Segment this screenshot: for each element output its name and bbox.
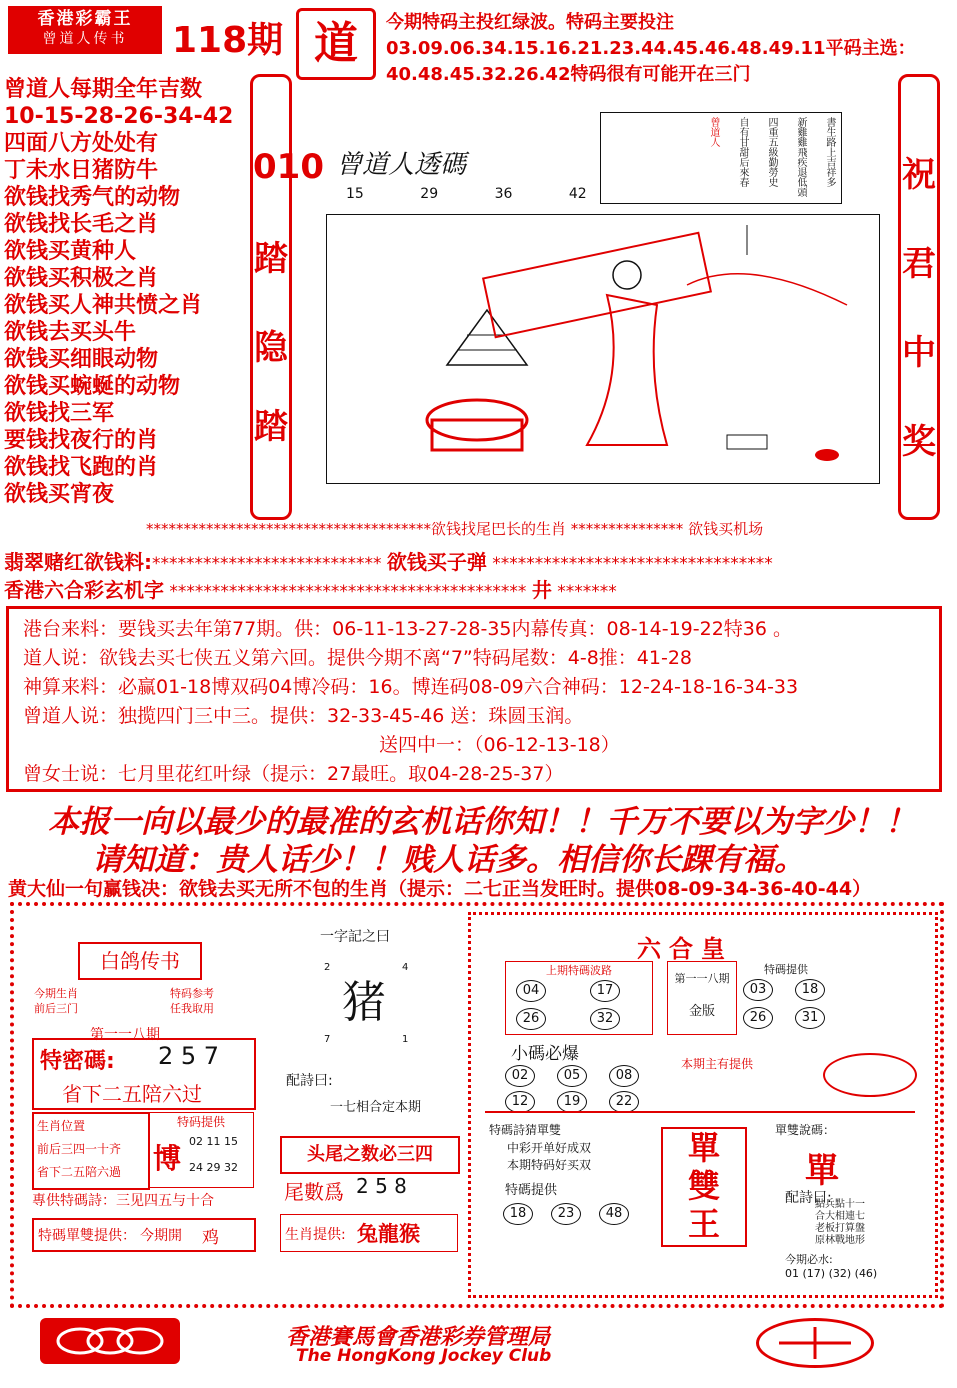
bo-char: 博 — [153, 1142, 182, 1175]
left-line: 要钱找夜行的肖 — [4, 428, 159, 453]
secret-box — [32, 1038, 256, 1110]
panel-mid — [280, 920, 460, 1280]
info-line: 送四中一：（06-12-13-18） — [379, 734, 620, 756]
tm-label-right: 特碼提供 — [764, 963, 808, 976]
dan-value-2: 鸡 — [202, 1228, 219, 1248]
poem-col: 四重五級勤勞史 — [766, 117, 777, 187]
stars-deco: ************************************** — [146, 520, 431, 538]
dan-box — [32, 1218, 256, 1252]
zodiac-value: 兔龍猴 — [357, 1222, 420, 1246]
left-line: 欲钱买蜿蜒的动物 — [4, 374, 181, 399]
tm-box-right — [741, 961, 831, 1033]
tm-nums-2: 24 29 32 — [189, 1161, 238, 1174]
info-line: 曾女士说：七月里花红叶绿（提示：27最旺。取04-28-25-37） — [23, 763, 564, 785]
mid-poem-label: 配詩曰: — [286, 1073, 333, 1089]
scroll-number: 42 — [568, 186, 587, 202]
slogan-line-2: 请知道：贵人话少！！贱人话多。相信你长踝有福。 — [92, 842, 805, 878]
scroll-left-char: 隐 — [254, 328, 288, 368]
scroll-number: 15 — [346, 186, 364, 202]
left-line: 四面八方处处有 — [4, 131, 159, 156]
left-line: 欲钱买宵夜 — [4, 482, 115, 507]
info-line: 神算来料：必赢01-18博双码04博冷码：16。博连码08-09六合神码：12-24-18-16-34-33 — [23, 676, 799, 698]
ball: 22 — [609, 1091, 639, 1113]
scroll-numbers — [346, 186, 587, 202]
head-tail-box — [280, 1136, 460, 1174]
king-box — [661, 1127, 747, 1247]
ball: 18 — [795, 979, 825, 1001]
header-tip: 今期特码主投红绿波。特码主要投注03.09.06.34.15.16.21.23.44.45.46.48.49.11平码主选：40.48.45.32.26.42特码很有可能开在三门 — [386, 12, 916, 85]
scroll-left-char: 踏 — [254, 407, 288, 447]
panel-left-sub-left: 今期生肖 前后三门 — [34, 987, 78, 1015]
pos-text: 前后三四一十齐 — [37, 1142, 122, 1156]
poem-col: 自有甘甜后來春 — [737, 117, 748, 187]
dan-value: 今期開 — [140, 1228, 182, 1244]
panel-left — [30, 920, 270, 1280]
dansuang-label: 單雙說碼： — [775, 1123, 836, 1137]
left-line: 欲钱买细眼动物 — [4, 347, 159, 372]
footer-org-en: The HongKong Jockey Club — [296, 1346, 552, 1366]
ball: 17 — [590, 980, 620, 1002]
poem-box — [600, 112, 842, 204]
left-line: 曾道人每期全年吉数 — [4, 77, 203, 102]
left-line: 欲钱买积极之肖 — [4, 266, 159, 291]
ball: 32 — [590, 1008, 620, 1030]
today-label: 今期必水: — [785, 1253, 833, 1266]
mid-poem: 一七相合定本期 — [330, 1100, 422, 1115]
tail-label: 尾數爲 — [284, 1180, 344, 1204]
clue-bullet: 欲钱买子弹 — [386, 550, 487, 574]
mid-big-char: 猪 — [342, 977, 386, 1028]
star-line-2 — [4, 546, 944, 575]
info-line: 曾道人说：独揽四门三中三。提供：32-33-45-46 送：珠圆玉润。 — [23, 705, 584, 727]
mid-title: 一字記之曰 — [320, 929, 390, 945]
stars-deco: *************************** — [152, 554, 387, 574]
stars-deco: ******* — [551, 582, 617, 602]
scroll-right-char: 祝 — [902, 155, 936, 195]
clue-tail: 欲钱找尾巴长的生肖 — [431, 520, 567, 538]
tm2-balls — [503, 1203, 629, 1225]
scroll-left-char: 踏 — [254, 239, 288, 279]
scroll-number: 29 — [420, 186, 439, 202]
huang-line: 黄大仙一句赢钱决：欲钱去买无所不包的生肖（提示：二七正当发旺时。提供08-09-34-36-40-44） — [8, 878, 872, 900]
scroll-right-char: 奖 — [902, 422, 936, 462]
stamp-char: 道 — [314, 18, 358, 69]
ball: 02 — [505, 1065, 535, 1087]
brand-logo — [8, 6, 162, 54]
tail-nums: 2 5 8 — [356, 1174, 407, 1198]
right-brand: 六合皇 — [637, 934, 733, 963]
stars-deco: ****************************************** — [164, 582, 532, 602]
stars-deco: *************** — [566, 520, 689, 538]
left-line: 丁未水日猪防牛 — [4, 158, 159, 183]
position-box — [32, 1112, 150, 1190]
mid-n1: 1 — [402, 1034, 409, 1045]
ball: 48 — [599, 1203, 629, 1225]
king-char: 雙 — [687, 1167, 720, 1205]
scroll-illustration — [326, 214, 880, 484]
info-line: 道人说：欲钱去买七侠五义第六回。提供今期不离“7”特码尾数：4-8推：41-28 — [23, 647, 693, 669]
info-line: 港台来料：要钱买去年第77期。供：06-11-13-27-28-35内幕传真：08-14-19-22特36 。 — [23, 618, 793, 640]
issue-number: 118期 — [172, 20, 284, 61]
star-line-3 — [4, 574, 944, 603]
stars-deco: ********************************* — [486, 554, 773, 574]
feicui-label: 翡翠赌红欲钱料: — [4, 550, 152, 574]
issue-label: 第一一八期 — [674, 972, 730, 985]
left-line: 欲钱找秀气的动物 — [4, 185, 181, 210]
tm-nums-1: 02 11 15 — [189, 1135, 238, 1148]
panel-left-title: 白鸽传书 — [100, 949, 180, 973]
ball: 03 — [743, 979, 773, 1001]
sage-figure-image — [327, 215, 879, 483]
left-line: 欲钱买黄种人 — [4, 239, 137, 264]
peishi-label: 配詩曰: — [785, 1190, 832, 1206]
poem-col: 書生路上吉祥多 — [824, 117, 835, 187]
scroll-right-char: 中 — [902, 333, 936, 373]
scroll-left-char: 010 — [253, 147, 324, 187]
tm-box — [148, 1112, 254, 1188]
tm2-label: 特碼提供 — [505, 1183, 558, 1198]
ball: 12 — [505, 1091, 535, 1113]
footer-left-logo — [40, 1318, 180, 1364]
slogan-line-1: 本报一向以最少的最准的玄机话你知！！千万不要以为字少！！ — [48, 804, 916, 840]
left-line: 欲钱买人神共愤之肖 — [4, 293, 203, 318]
footer-org: 香港賽馬會香港彩券管理局 — [286, 1324, 551, 1350]
footer-seal — [756, 1318, 874, 1368]
left-line: 欲钱找长毛之肖 — [4, 212, 159, 237]
scroll-right-char: 君 — [902, 244, 936, 284]
issue-box — [667, 961, 737, 1035]
ball: 26 — [743, 1007, 773, 1029]
mid-n2: 2 — [324, 962, 331, 973]
scroll-number: 36 — [494, 186, 513, 202]
secret-sub: 省下二五陪六过 — [62, 1082, 202, 1106]
brand-logo-top: 香港彩霸王 — [37, 9, 133, 29]
panel-right — [468, 912, 938, 1298]
poem-col: 曾道人 — [708, 117, 719, 147]
ball: 05 — [557, 1065, 587, 1087]
poem-col: 新雞雞飛疾退低頭 — [795, 117, 806, 197]
wave-balls — [516, 980, 646, 1030]
dansuang-big: 單 — [805, 1151, 839, 1191]
stamp-seal — [296, 8, 376, 80]
tm-label: 特码提供 — [176, 1115, 225, 1129]
panel-left-title-box — [78, 942, 202, 980]
left-line: 欲钱找飞跑的肖 — [4, 455, 159, 480]
ball: 31 — [795, 1007, 825, 1029]
ball: 18 — [503, 1203, 533, 1225]
secret-label: 特密碼: — [40, 1049, 115, 1074]
left-line: 欲钱去买头牛 — [4, 320, 137, 345]
info-box — [6, 606, 942, 792]
left-line: 欲钱找三军 — [4, 401, 115, 426]
ball: 26 — [516, 1008, 546, 1030]
mid-n4: 4 — [402, 962, 409, 973]
king-char: 單 — [687, 1129, 720, 1167]
club-knot-icon — [40, 1318, 180, 1364]
zodiac-label: 生肖提供: — [285, 1227, 346, 1243]
wave-label: 上期特碼波路 — [546, 964, 612, 977]
clue-well: 井 — [531, 578, 552, 602]
poem-text: 中彩开单好成双 本期特码好买双 — [507, 1141, 592, 1172]
ball: 23 — [551, 1203, 581, 1225]
scroll-title: 曾道人透碼 — [336, 150, 467, 180]
scroll-left-rod — [250, 74, 324, 520]
poem-section — [485, 1111, 915, 1285]
xuanji-label: 香港六合彩玄机字 — [4, 578, 164, 602]
ball: 19 — [557, 1091, 587, 1113]
ball: 04 — [516, 980, 546, 1002]
poem-title: 特碼詩猜單雙 — [489, 1123, 562, 1137]
issue-sub: 金版 — [688, 1004, 715, 1019]
head-tail: 头尾之数必三四 — [307, 1144, 433, 1165]
left-line: 10-15-28-26-34-42 — [4, 104, 234, 129]
zodiac-box — [280, 1214, 458, 1252]
star-line-1 — [146, 518, 946, 539]
scroll-right-rod — [898, 74, 940, 520]
seal-oval — [823, 1053, 917, 1097]
small-balls — [505, 1065, 655, 1113]
scroll-body — [290, 94, 894, 502]
panel-left-sub-right: 特码参考 任我取用 — [170, 987, 214, 1015]
ball: 08 — [609, 1065, 639, 1087]
pos-label: 生肖位置 — [37, 1119, 86, 1133]
brand-logo-bottom: 曾道人传书 — [42, 31, 128, 47]
left-clues — [4, 76, 233, 508]
wave-box — [505, 961, 653, 1035]
king-char: 王 — [687, 1205, 720, 1243]
today-nums: 01 (17) (32) (46) — [785, 1267, 878, 1280]
clue-airport: 欲钱买机场 — [688, 520, 764, 538]
pos-text-2: 省下二五陪六過 — [37, 1165, 122, 1179]
dan-label: 特碼單雙提供： — [38, 1228, 136, 1244]
tm-balls — [743, 979, 833, 1029]
small-label: 小碼必爆 — [511, 1044, 579, 1064]
secret-nums: 2 5 7 — [158, 1042, 220, 1070]
peishi-text: 點兵點十一 合大相連七 老板打算盤 原林戰地形 — [815, 1199, 865, 1246]
special-line: 專供特碼詩：三见四五与十合 — [32, 1193, 214, 1209]
focus-label: 本期主有提供 — [681, 1057, 754, 1071]
seal-icon — [759, 1321, 871, 1365]
panel-left-issue: 第一一八期 — [90, 1027, 160, 1043]
mid-n7: 7 — [324, 1034, 331, 1045]
